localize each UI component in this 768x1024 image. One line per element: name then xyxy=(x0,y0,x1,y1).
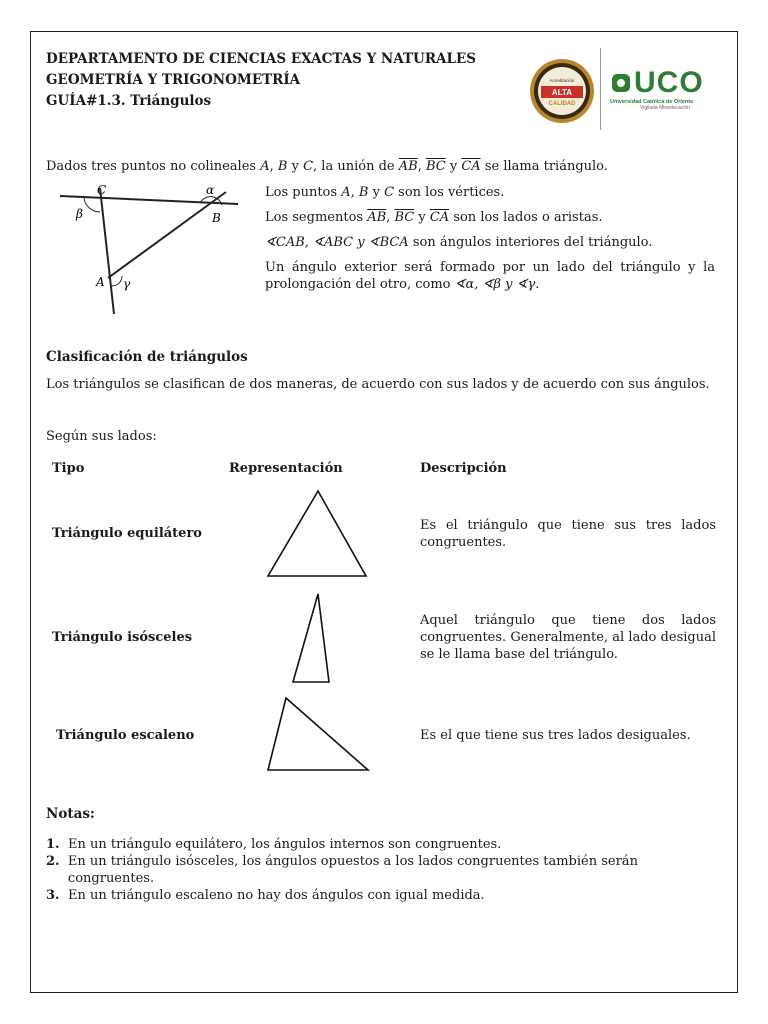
svg-text:Acreditación: Acreditación xyxy=(549,78,575,83)
triangle-figure xyxy=(56,180,246,316)
conj: y xyxy=(291,159,299,174)
segment-ab: $\overline{AB}$ xyxy=(398,159,418,174)
note-item xyxy=(46,836,726,853)
segment-ca: $\overline{CA}$ xyxy=(461,159,481,174)
sides-end: son los lados o aristas. xyxy=(453,210,603,225)
label-b: B xyxy=(212,211,221,225)
point-c: C xyxy=(384,185,395,200)
note-text: En un triángulo isósceles, los ángulos opuestos a los lados congruentes también serán congruentes. xyxy=(67,854,638,886)
row-equilateral-type: Triángulo equilátero xyxy=(52,526,202,541)
notes-list xyxy=(46,836,726,904)
note-text: En un triángulo equilátero, los ángulos internos son congruentes. xyxy=(68,837,502,852)
note-number: 3. xyxy=(46,888,60,903)
row-scalene-description: Es el que tiene sus tres lados desiguales. xyxy=(420,728,691,743)
point-a: A xyxy=(260,159,270,174)
header-block xyxy=(46,49,476,112)
by-sides-label: Según sus lados: xyxy=(46,429,157,444)
definition-text: Dados tres puntos no colineales xyxy=(46,159,257,174)
notes-title: Notas: xyxy=(46,806,95,822)
header-department: DEPARTAMENTO DE CIENCIAS EXACTAS Y NATURALES xyxy=(46,51,477,67)
uco-motto: Vigilada Mineducación xyxy=(640,105,690,111)
classification-title: Clasificación de triángulos xyxy=(46,349,248,365)
vertices-end: son los vértices. xyxy=(398,185,505,200)
row-isosceles-type: Triángulo isósceles xyxy=(52,630,193,645)
vertices-line: Los puntos A, B y C son los vértices. xyxy=(265,185,505,200)
svg-text:CALIDAD: CALIDAD xyxy=(548,101,576,107)
equilateral-triangle-drawing xyxy=(262,486,372,582)
label-beta: β xyxy=(76,207,83,221)
row-scalene-type: Triángulo escaleno xyxy=(56,728,195,743)
union-text: , la unión de xyxy=(313,159,395,174)
header-guide-title: GUÍA#1.3. Triángulos xyxy=(46,93,212,109)
label-a: A xyxy=(96,275,105,289)
exterior-angle-paragraph xyxy=(265,259,715,293)
interior-angles: ∢CAB, ∢ABC y ∢BCA xyxy=(265,235,409,250)
interior-angles-line xyxy=(265,234,715,251)
scalene-triangle-drawing xyxy=(264,694,372,776)
point-b: B xyxy=(277,159,288,174)
note-item xyxy=(46,887,726,904)
row-isosceles-description: Aquel triángulo que tiene dos lados congruentes. Generalmente, al lado desigual se le llama base del triángulo. xyxy=(420,613,716,662)
note-number: 1. xyxy=(46,837,60,852)
note-text: En un triángulo escaleno no hay dos ángulos con igual medida. xyxy=(68,888,485,903)
header-course: GEOMETRÍA Y TRIGONOMETRÍA xyxy=(46,72,301,88)
table-header-description: Descripción xyxy=(420,461,507,476)
intro-definition: Dados tres puntos no colineales A, B y C, la unión de $\overline{AB}$, $\overline{BC}$ y $\overline{CA}$ se llama triángulo. xyxy=(46,159,608,174)
exterior-text: Un ángulo exterior será formado por un lado del triángulo y la prolongación del otro, como xyxy=(265,260,715,292)
label-gamma: γ xyxy=(123,277,131,291)
note-number: 2. xyxy=(46,854,60,869)
row-equilateral-description: Es el triángulo que tiene sus tres lados congruentes. xyxy=(420,518,716,550)
table-header-type: Tipo xyxy=(52,461,85,476)
segment-bc: $\overline{BC}$ xyxy=(425,159,446,174)
point-a: A xyxy=(341,185,351,200)
interior-angles-text: son ángulos interiores del triángulo. xyxy=(412,235,653,250)
vertices-text: Los puntos xyxy=(265,185,338,200)
accreditation-seal-logo xyxy=(529,58,595,124)
uco-name: Universidad Católica de Oriente xyxy=(610,99,694,105)
table-header-representation: Representación xyxy=(229,461,343,476)
sides-line: Los segmentos $\overline{AB}$, $\overline{BC}$ y $\overline{CA}$ son los lados o aristas. xyxy=(265,210,603,225)
segment-ca: $\overline{CA}$ xyxy=(429,210,450,225)
uco-logo xyxy=(610,66,720,111)
point-b: B xyxy=(358,185,369,200)
segment-ab: $\overline{AB}$ xyxy=(367,210,387,225)
sides-text: Los segmentos xyxy=(265,210,364,225)
uco-emblem-icon xyxy=(610,72,632,94)
svg-text:ALTA: ALTA xyxy=(551,88,573,97)
note-item xyxy=(46,853,726,887)
conj: y xyxy=(449,159,458,174)
uco-letters: UCO xyxy=(634,66,704,99)
exterior-angles: ∢α, ∢β y ∢γ. xyxy=(454,277,540,292)
point-c: C xyxy=(303,159,314,174)
conj: y xyxy=(372,185,380,200)
label-alpha: α xyxy=(206,183,215,197)
conj: y xyxy=(418,210,426,225)
isosceles-triangle-drawing xyxy=(288,590,334,686)
segment-bc: $\overline{BC}$ xyxy=(394,210,415,225)
label-c: C xyxy=(97,183,107,197)
definition-end: se llama triángulo. xyxy=(484,159,608,174)
logo-divider xyxy=(600,48,601,130)
classification-text: Los triángulos se clasifican de dos maneras, de acuerdo con sus lados y de acuerdo con sus ángulos. xyxy=(46,377,710,392)
